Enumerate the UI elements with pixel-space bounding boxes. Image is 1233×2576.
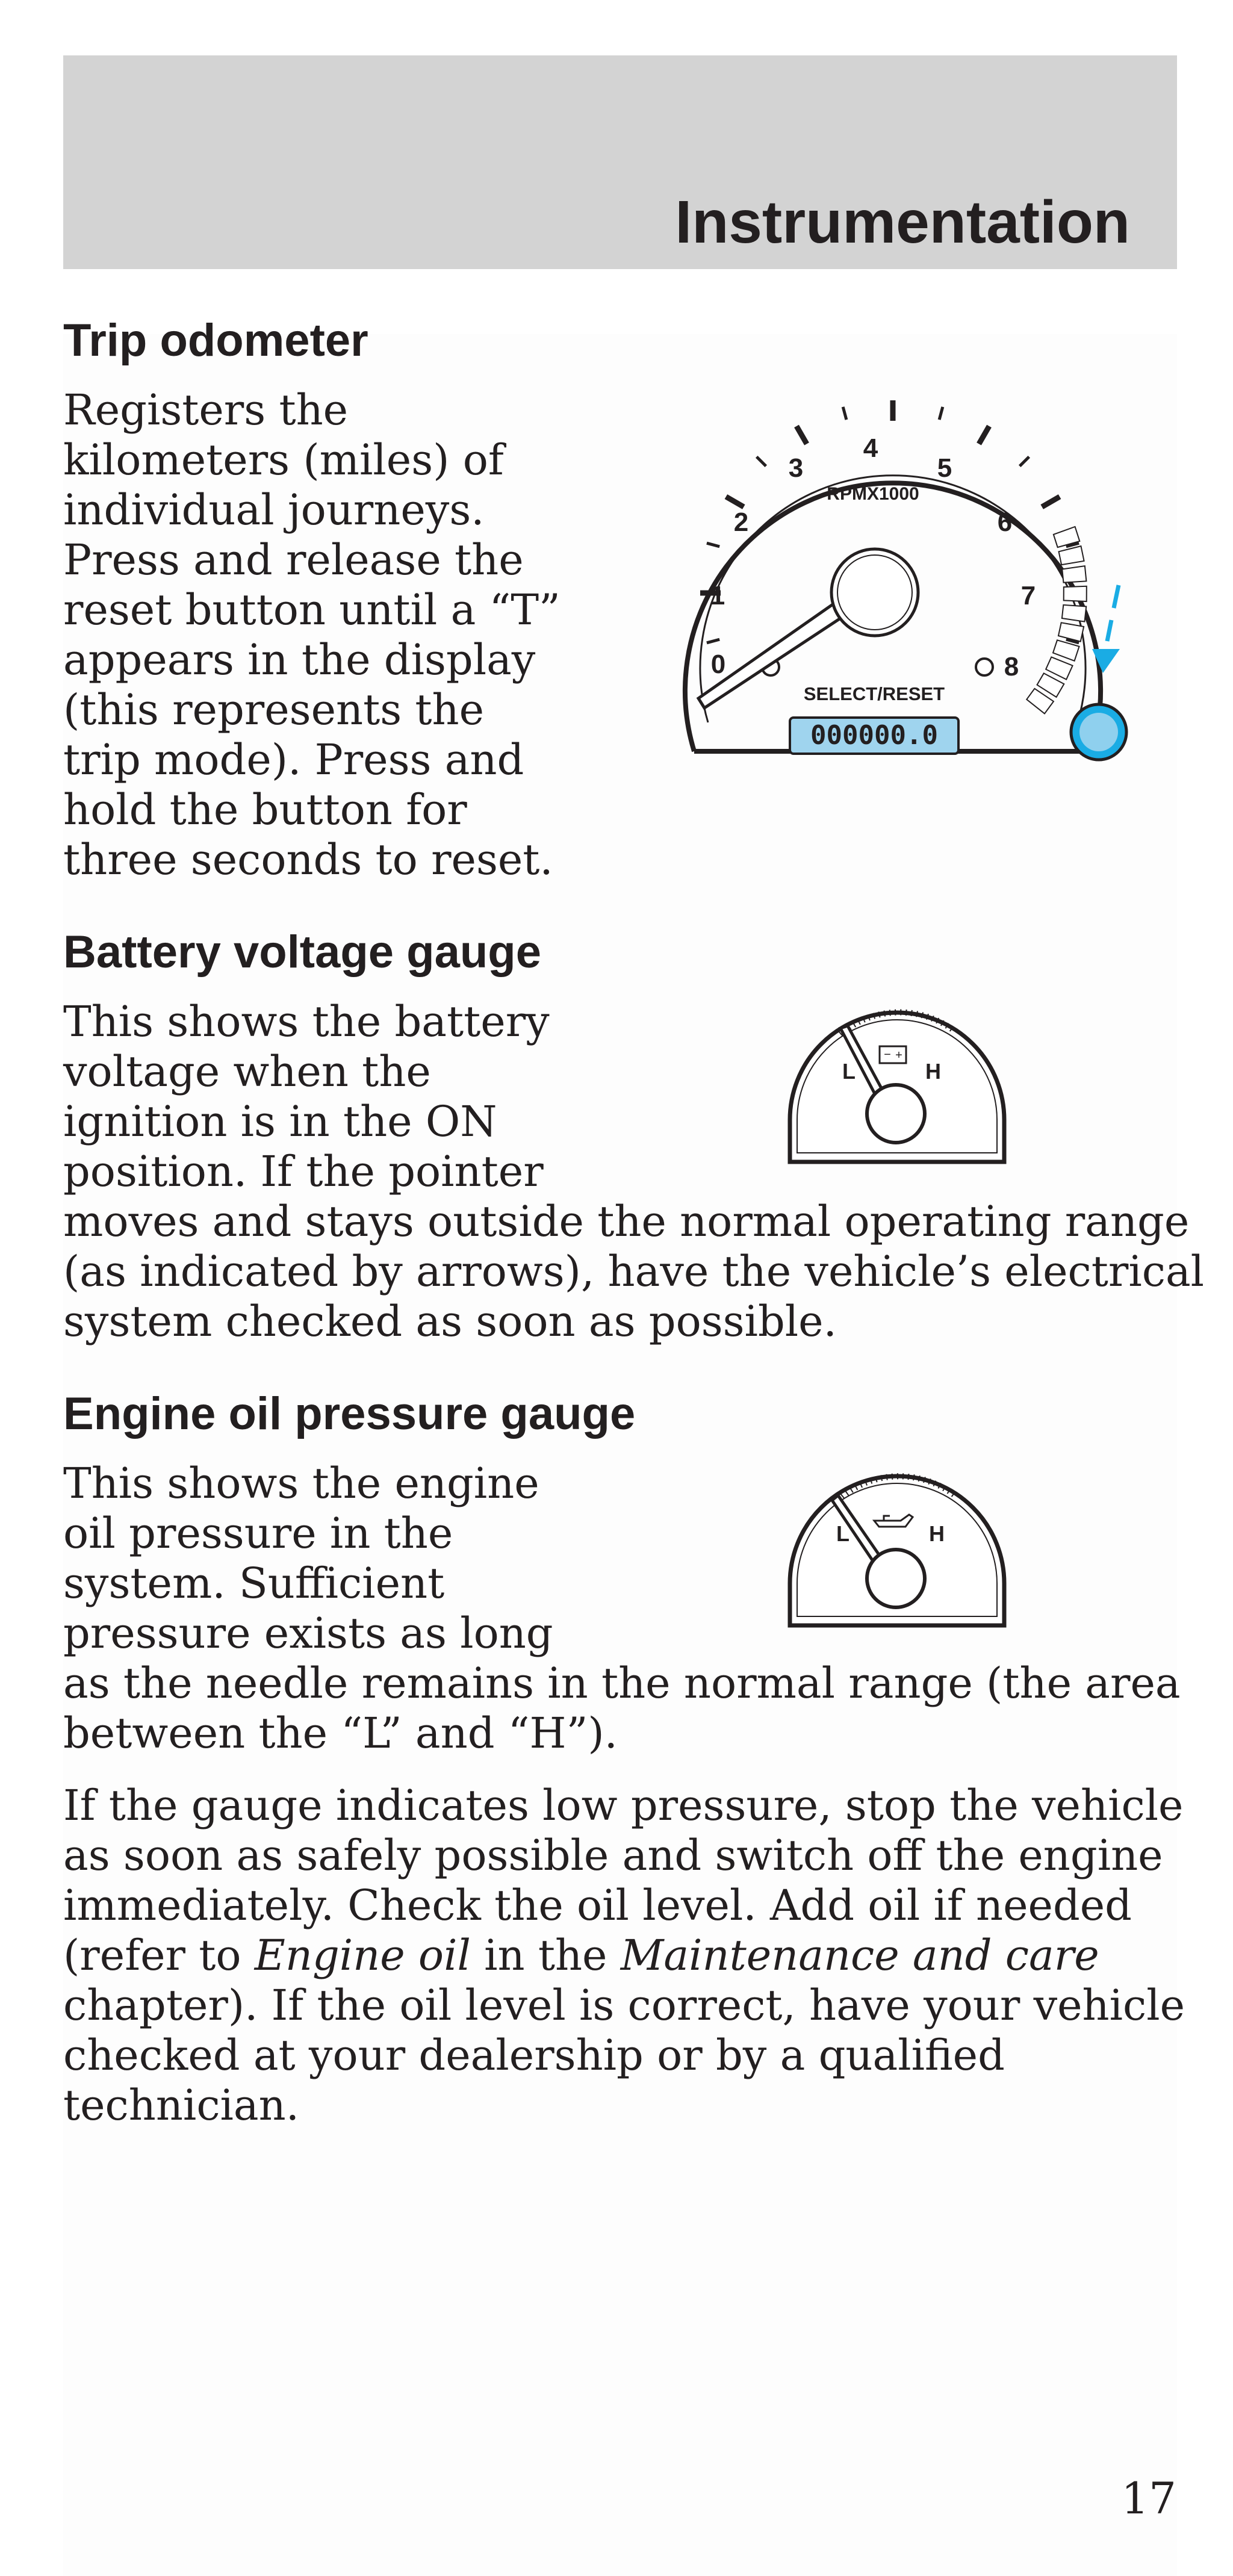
tachometer-tick [757,457,766,467]
text-line: Press and release the [63,535,524,585]
tachometer-tick [707,639,719,643]
scale-label-1: 1 [710,581,725,610]
oil-gauge-heading: Engine oil pressure gauge [63,1388,636,1439]
redline-segment [1059,546,1084,565]
scale-label-3: 3 [788,453,804,483]
svg-text:+: + [895,1049,902,1062]
engine-oil-reference: Engine oil [254,1931,471,1980]
battery-gauge-illustration [783,999,1011,1174]
battery-high-label: H [925,1059,941,1084]
maintenance-chapter-reference: Maintenance and care [620,1931,1099,1980]
text-line [63,1931,1099,1981]
text-line: This shows the engine [63,1459,539,1508]
oil-hub [867,1550,925,1607]
scale-label-6: 6 [997,507,1013,537]
text-line: Registers the [63,385,349,435]
text-line: hold the button for [63,785,467,834]
text-line: moves and stays outside the normal operating range [63,1197,1190,1246]
oil-gauge-illustration [783,1463,1011,1637]
redline-segment [1058,622,1084,641]
text-line: system checked as soon as possible. [63,1297,837,1346]
indicator-lamp-right [976,659,993,675]
text-span: in the [470,1931,621,1980]
text-line: chapter). If the oil level is correct, have your vehicle [63,1981,1185,2030]
text-line: appears in the display [63,635,536,684]
svg-text:−: − [884,1048,891,1061]
text-line: (as indicated by arrows), have the vehicle’s electrical [63,1247,1205,1296]
redline-segment [1062,566,1086,582]
text-line: position. If the pointer [63,1147,544,1196]
text-line: If the gauge indicates low pressure, stop the vehicle [63,1781,1184,1830]
text-line: individual journeys. [63,485,485,535]
tachometer-tick [843,407,846,420]
scale-label-2: 2 [733,507,749,537]
oil-low-label: L [836,1521,849,1546]
text-line: kilometers (miles) of [63,435,504,485]
tachometer-tick [797,426,807,444]
text-line: reset button until a “T” [63,585,561,635]
text-line: (this represents the [63,685,485,734]
trip-odometer-heading: Trip odometer [63,315,368,366]
text-line: voltage when the [63,1047,431,1096]
scale-label-4: 4 [863,433,878,463]
select-reset-label: SELECT/RESET [803,683,945,704]
tachometer-tick [707,543,719,547]
scale-label-8: 8 [1004,652,1019,681]
arrow-dash [1114,585,1119,608]
text-line: trip mode). Press and [63,735,524,784]
tachometer-tick [726,497,744,507]
tachometer-tick [1020,457,1030,467]
rpm-unit-label: RPMX1000 [827,484,919,504]
oil-high-label: H [929,1521,945,1546]
battery-hub [867,1085,925,1143]
odometer-reading: 000000.0 [810,720,938,751]
battery-low-label: L [842,1059,856,1084]
tachometer-tick [1042,497,1060,507]
scale-label-5: 5 [937,453,952,483]
text-line: as soon as safely possible and switch off the engine [63,1831,1163,1880]
tachometer-tick [979,426,989,444]
text-line: system. Sufficient [63,1559,445,1608]
redline-segment [1062,605,1086,622]
text-line: pressure exists as long [63,1609,553,1658]
text-line: checked at your dealership or by a qualified [63,2031,1005,2080]
text-line: ignition is in the ON [63,1097,497,1146]
text-span: (refer to [63,1931,255,1980]
tachometer-illustration [650,385,1168,783]
redline-segment [1064,586,1087,601]
page-title: Instrumentation [675,188,1130,256]
tachometer-tick [939,407,943,420]
text-line: oil pressure in the [63,1509,453,1558]
text-line: as the needle remains in the normal range (the area [63,1659,1181,1708]
scale-label-7: 7 [1020,581,1036,610]
battery-gauge-heading: Battery voltage gauge [63,926,541,978]
text-line: This shows the battery [63,997,550,1046]
page-number: 17 [1121,2473,1176,2524]
text-line: between the “L” and “H”). [63,1709,618,1758]
text-line: technician. [63,2081,299,2130]
text-line: immediately. Check the oil level. Add oil if needed [63,1881,1132,1930]
page-header-band [63,55,1177,269]
text-line: three seconds to reset. [63,835,553,884]
scale-label-0: 0 [710,650,726,679]
arrow-dash [1107,620,1111,641]
